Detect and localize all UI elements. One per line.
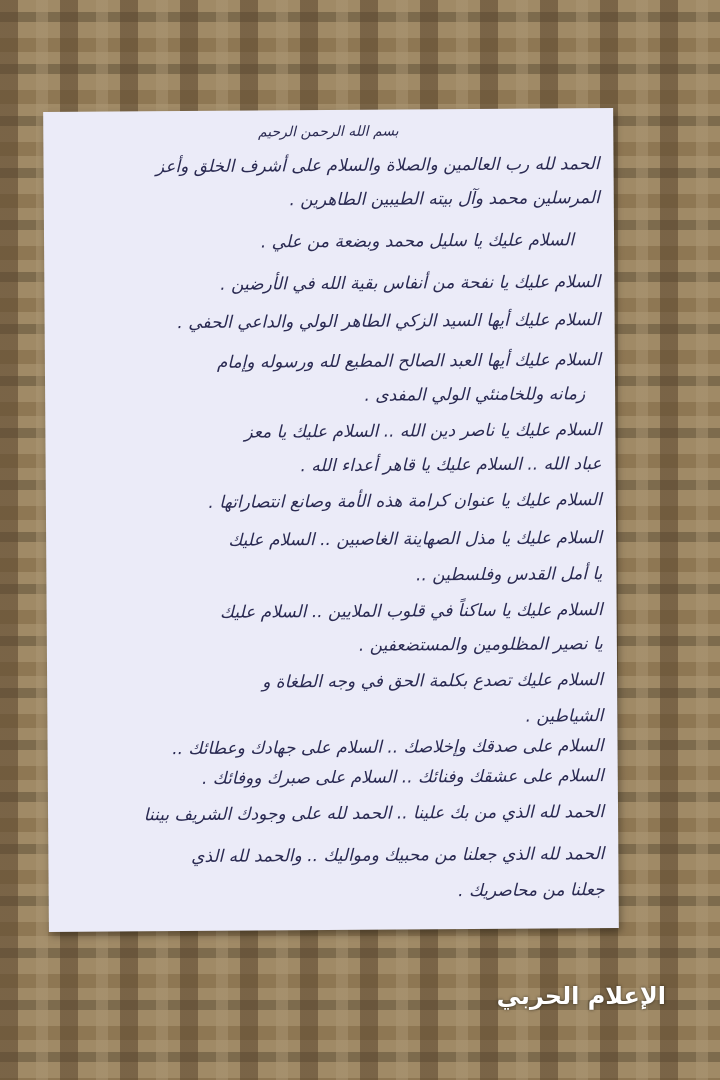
letter-line: السلام عليك يا ناصر دين الله .. السلام عليك يا معز	[244, 420, 602, 443]
letter-line: الشياطين .	[525, 706, 604, 727]
letter-line: السلام عليك تصدع بكلمة الحق في وجه الطغاة و	[262, 670, 604, 693]
letter-line: جعلنا من محاصريك .	[458, 880, 605, 902]
handwritten-letter	[43, 108, 619, 932]
letter-line: الحمد لله الذي من بك علينا .. الحمد لله على وجودك الشريف بيننا	[143, 802, 605, 826]
letter-line: السلام على عشقك وفنائك .. السلام على صبرك ووفائك .	[201, 766, 604, 789]
letter-line: بسم الله الرحمن الرحيم	[257, 123, 399, 141]
letter-line: يا نصير المظلومين والمستضعفين .	[358, 634, 603, 656]
letter-line: السلام عليك أيها السيد الزكي الطاهر الولي والداعي الحفي .	[177, 310, 601, 334]
letter-line: عباد الله .. السلام عليك يا قاهر أعداء الله .	[300, 454, 602, 477]
letter-line: الحمد لله الذي جعلنا من محبيك ومواليك .. والحمد لله الذي	[191, 844, 605, 867]
letter-line: يا أمل القدس وفلسطين ..	[415, 564, 603, 586]
letter-line: المرسلين محمد وآل بيته الطيبين الطاهرين .	[289, 188, 600, 211]
letter-line: السلام عليك يا عنوان كرامة هذه الأمة وصانع انتصاراتها .	[208, 490, 602, 513]
letter-line: السلام عليك أيها العبد الصالح المطيع لله ورسوله وإمام	[216, 350, 601, 373]
letter-line: السلام عليك يا ساكناً في قلوب الملايين .. السلام عليك	[219, 600, 603, 623]
letter-line: السلام عليك يا سليل محمد وبضعة من علي .	[260, 230, 575, 253]
letter-line: الحمد لله رب العالمين والصلاة والسلام على أشرف الخلق وأعز	[155, 154, 600, 178]
letter-line: السلام على صدقك وإخلاصك .. السلام على جهادك وعطائك ..	[172, 736, 604, 760]
letter-line: زمانه وللخامنئي الولي المفدى .	[364, 384, 586, 406]
watermark-logo-text: الإعلام الحربي	[496, 982, 666, 1010]
letter-line: السلام عليك يا نفحة من أنفاس بقية الله في الأرضين .	[220, 272, 601, 295]
letter-line: السلام عليك يا مذل الصهاينة الغاصبين .. السلام عليك	[228, 528, 603, 551]
